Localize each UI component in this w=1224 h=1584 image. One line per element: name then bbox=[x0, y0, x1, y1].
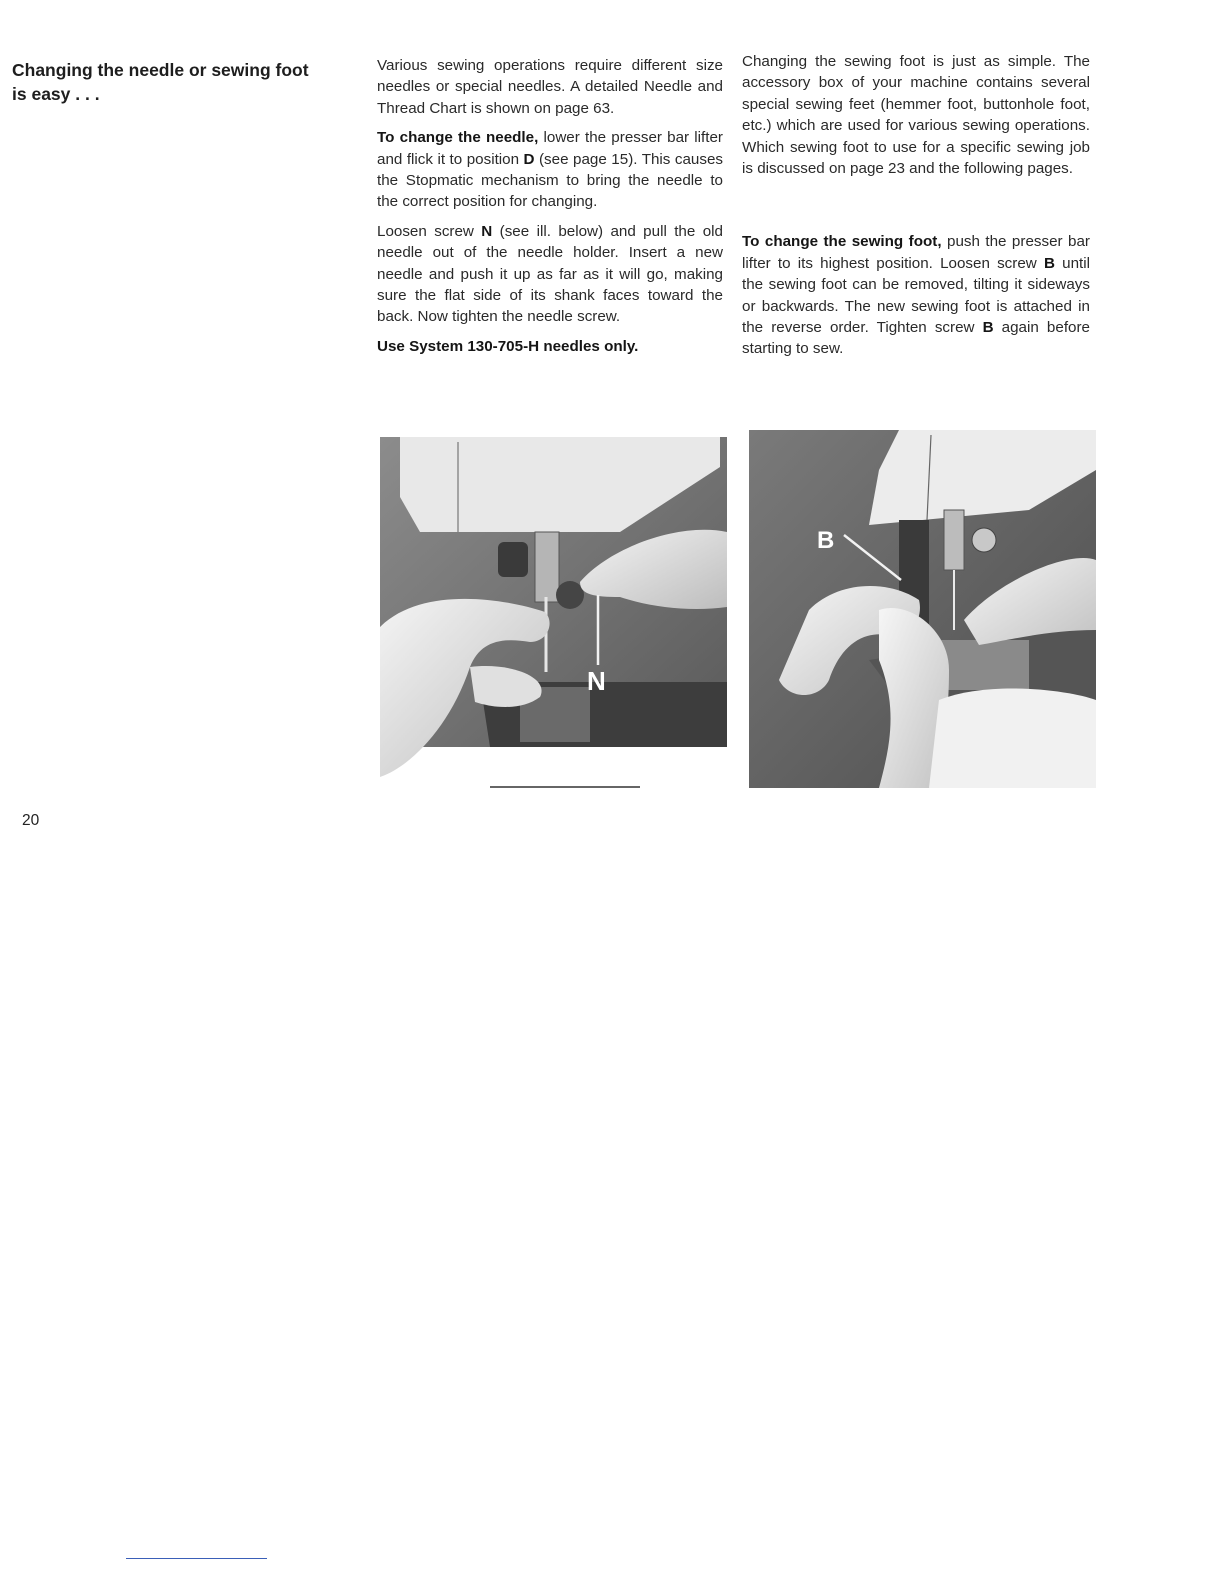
middle-text-column bbox=[377, 55, 723, 365]
sewing-foot-change-photo bbox=[749, 430, 1096, 788]
change-foot-paragraph bbox=[742, 231, 1090, 359]
needle-change-photo bbox=[380, 437, 727, 794]
change-foot-text-b: until the sewing foot can be removed, tilting it sideways or backwards. The new sewing foot is attached in the reverse order. Tighten screw bbox=[742, 254, 1090, 337]
screw-b-label: B bbox=[1043, 254, 1055, 272]
heading-line-1: Changing the needle or sewing foot bbox=[12, 60, 309, 80]
change-foot-lead: To change the sewing foot, bbox=[742, 233, 942, 251]
foot-screw-label: B bbox=[817, 527, 835, 554]
intro-paragraph: Various sewing operations require different size needles or special needles. A detailed Needle and Thread Chart is shown on page 63. bbox=[377, 57, 723, 117]
footer-rule bbox=[126, 1558, 267, 1559]
page-number: 20 bbox=[22, 812, 40, 829]
loosen-screw-text-a: Loosen screw bbox=[377, 222, 482, 240]
loosen-screw-text-b: (see ill. below) and pull the old needle out of the needle holder. Insert a new needle and push it up as far as it will go, making sure the flat side of its shank faces toward the back. Now tighten the needle screw. bbox=[377, 222, 723, 326]
loosen-screw-paragraph bbox=[377, 221, 723, 328]
change-foot-text-c: again before starting to sew. bbox=[742, 319, 1090, 358]
change-foot-text-a: push the presser bar lifter to its highest position. Loosen screw bbox=[742, 233, 1090, 272]
change-needle-text-a: lower the presser bar lifter and flick it to position bbox=[377, 129, 723, 168]
screw-n-label: N bbox=[481, 222, 493, 240]
right-text-column bbox=[742, 51, 1090, 368]
position-d-label: D bbox=[523, 150, 535, 168]
sewing-foot-intro-paragraph: Changing the sewing foot is just as simple. The accessory box of your machine contains several special sewing feet (hemmer foot, buttonhole foot, etc.) which are used for various sewing operations. Which sewing foot to use for a specific sewing job is discussed on page 23 and the following pages. bbox=[742, 53, 1090, 178]
change-needle-paragraph bbox=[377, 127, 723, 213]
needle-screw-label: N bbox=[587, 666, 606, 696]
change-needle-lead: To change the needle, bbox=[377, 129, 539, 147]
needle-system-note: Use System 130-705-H needles only. bbox=[377, 337, 639, 355]
screw-b-label-2: B bbox=[982, 319, 994, 337]
change-needle-text-b: (see page 15). This causes the Stopmatic mechanism to bring the needle to the correct position for changing. bbox=[377, 150, 723, 211]
section-heading bbox=[12, 58, 342, 106]
heading-line-2: is easy . . . bbox=[12, 84, 100, 104]
